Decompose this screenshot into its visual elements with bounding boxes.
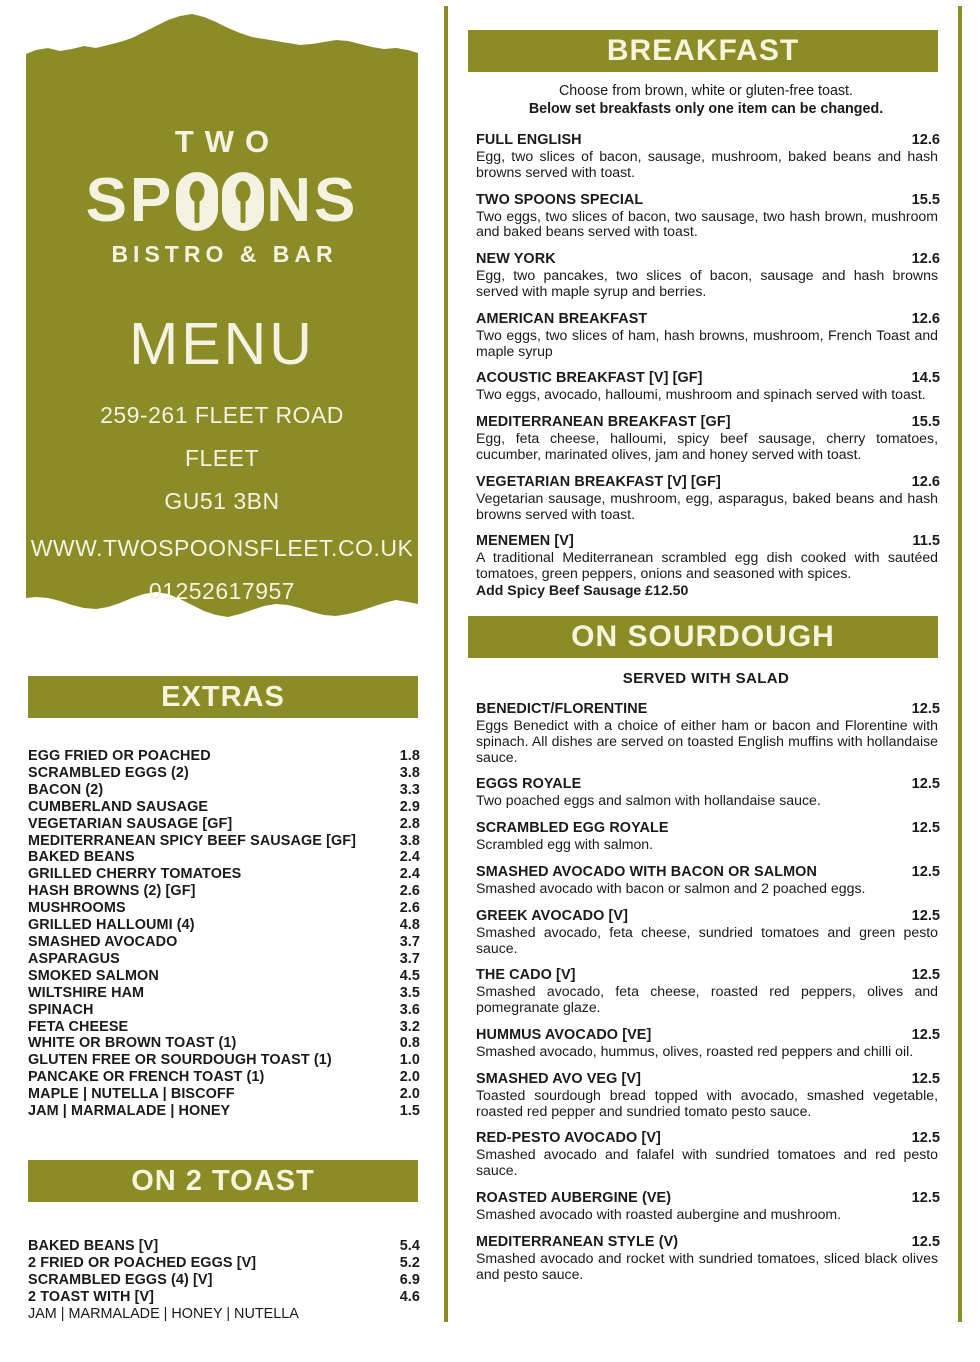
menu-item-header (476, 1234, 940, 1251)
address-line-2: FLEET (184, 445, 260, 471)
item-name: 2 TOAST WITH [V] (28, 1288, 155, 1305)
menu-item (476, 370, 940, 403)
menu-item-description: Egg, feta cheese, halloumi, spicy beef sausage, cherry tomatoes, cucumber, marinated olives, jam and honey served with toast. (476, 430, 938, 462)
menu-item (476, 1190, 940, 1223)
menu-item-header (476, 414, 940, 431)
price-row (28, 799, 420, 816)
website-url[interactable]: WWW.TWOSPOONSFLEET.CO.UK (30, 535, 414, 561)
menu-item (476, 414, 940, 463)
column-divider-left (444, 6, 448, 1322)
price-row (28, 1086, 420, 1103)
menu-item-header (476, 533, 940, 550)
menu-item-header (476, 820, 940, 837)
item-name: MAPLE | NUTELLA | BISCOFF (28, 1086, 235, 1103)
menu-item-header (476, 864, 940, 881)
menu-item-header (476, 908, 940, 925)
menu-item-name: SCRAMBLED EGG ROYALE (476, 820, 669, 837)
spoon-icon-2 (222, 172, 264, 231)
item-name: SCRAMBLED EGGS (4) [V] (28, 1271, 213, 1288)
menu-item-addon: Add Spicy Beef Sausage £12.50 (476, 581, 689, 598)
menu-item-price: 14.5 (911, 370, 940, 387)
brand-tagline: BISTRO & BAR (111, 241, 338, 267)
menu-item-price: 12.5 (911, 700, 940, 717)
item-name: ASPARAGUS (28, 950, 120, 967)
menu-item-description: Smashed avocado with roasted aubergine and mushroom. (476, 1205, 842, 1222)
menu-item (476, 776, 940, 809)
menu-item-header (476, 1190, 940, 1207)
right-column (462, 0, 950, 1362)
menu-item-description: Two eggs, two slices of ham, hash browns, mushroom, French Toast and maple syrup (476, 326, 938, 359)
item-price: 3.7 (399, 950, 420, 967)
menu-item-description: Toasted sourdough bread topped with avocado, smashed vegetable, roasted red pepper and sundried tomato pesto sauce. (476, 1086, 938, 1119)
menu-item-header (476, 701, 940, 718)
price-row (28, 1272, 420, 1289)
menu-item-name: MEDITERRANEAN BREAKFAST [GF] (476, 414, 731, 431)
price-row (28, 782, 420, 799)
menu-item (476, 908, 940, 957)
menu-item-price: 12.5 (911, 1233, 940, 1250)
price-row (28, 765, 420, 782)
menu-item (476, 192, 940, 241)
menu-item-price: 11.5 (912, 533, 940, 550)
item-price: 5.4 (399, 1238, 420, 1254)
menu-item-description: Smashed avocado, feta cheese, sundried tomatoes and green pesto sauce. (476, 923, 938, 956)
brand-word-spoons (26, 166, 418, 236)
menu-item-name: ACOUSTIC BREAKFAST [V] [GF] (476, 370, 703, 387)
menu-item-header (476, 192, 940, 209)
menu-item-price: 12.5 (911, 1189, 940, 1206)
extras-list (28, 748, 420, 1120)
menu-item-price: 12.5 (911, 1026, 940, 1043)
menu-item-name: HUMMUS AVOCADO [VE] (476, 1026, 652, 1043)
menu-item-description: Smashed avocado and falafel with sundried tomatoes and red pesto sauce. (476, 1146, 938, 1179)
menu-item-description: Scrambled egg with salmon. (476, 836, 654, 853)
menu-item (476, 864, 940, 897)
item-price: 2.9 (399, 798, 420, 815)
menu-item-price: 12.5 (911, 820, 940, 837)
menu-item (476, 1234, 940, 1283)
menu-item-price: 12.5 (911, 967, 940, 984)
menu-item (476, 820, 940, 853)
item-price: 0.8 (399, 1035, 420, 1052)
item-price: 3.2 (399, 1018, 420, 1035)
item-name: MEDITERRANEAN SPICY BEEF SAUSAGE [GF] (28, 832, 357, 849)
menu-item-description: Smashed avocado and rocket with sundried tomatoes, sliced black olives and pesto sauce. (476, 1249, 938, 1282)
item-name: MUSHROOMS (28, 900, 126, 917)
item-name: SCRAMBLED EGGS (2) (28, 764, 189, 781)
price-row (28, 917, 420, 934)
item-name: SMOKED SALMON (28, 967, 159, 984)
item-name: GRILLED HALLOUMI (4) (28, 917, 195, 934)
menu-item-name: FULL ENGLISH (476, 132, 582, 148)
item-price: 2.6 (399, 900, 420, 917)
item-name: BACON (2) (28, 781, 104, 798)
menu-item-price: 12.6 (911, 132, 940, 148)
left-column (0, 0, 440, 1362)
price-row (28, 1069, 420, 1086)
address-postcode: GU51 3BN (164, 488, 280, 514)
on-2-toast-list (28, 1238, 420, 1323)
item-price: 1.5 (399, 1103, 420, 1120)
breakfast-intro (462, 83, 950, 118)
menu-item-description: Smashed avocado, hummus, olives, roasted red peppers and chilli oil. (476, 1042, 914, 1059)
menu-item-name: SMASHED AVO VEG [V] (476, 1070, 642, 1087)
item-price: 3.5 (399, 984, 420, 1001)
item-price: 2.0 (399, 1086, 420, 1103)
price-row (28, 934, 420, 951)
item-price: 4.8 (399, 917, 420, 934)
price-row (28, 816, 420, 833)
item-price: 3.6 (399, 1001, 420, 1018)
breakfast-intro-line-2: Below set breakfasts only one item can be changed. (528, 100, 884, 117)
price-row (28, 968, 420, 985)
item-name: HASH BROWNS (2) [GF] (28, 883, 196, 900)
menu-item (476, 132, 940, 181)
price-row (28, 1002, 420, 1019)
spoons-suffix: NS (266, 166, 359, 236)
menu-item-header (476, 251, 940, 268)
price-row (28, 1255, 420, 1272)
menu-item-price: 12.6 (911, 310, 940, 327)
menu-item-description: A traditional Mediterranean scrambled egg dish cooked with sautéed tomatoes, green peppers, onions and seasoned with spices. (476, 549, 938, 582)
menu-item (476, 1027, 940, 1060)
item-name: EGG FRIED OR POACHED (28, 748, 211, 764)
menu-item-name: SMASHED AVOCADO WITH BACON OR SALMON (476, 863, 817, 880)
sourdough-subtitle: SERVED WITH SALAD (622, 669, 790, 687)
price-row (28, 1019, 420, 1036)
address-line-1: 259-261 FLEET ROAD (100, 402, 344, 428)
item-price: 2.6 (399, 883, 420, 900)
price-row (28, 1035, 420, 1052)
item-price: 6.9 (399, 1271, 420, 1288)
menu-item-name: ROASTED AUBERGINE (VE) (476, 1189, 672, 1206)
menu-item-name: AMERICAN BREAKFAST (476, 310, 648, 327)
menu-item-price: 12.5 (911, 863, 940, 880)
logo-text-group (26, 8, 418, 605)
price-row (28, 1238, 420, 1255)
menu-item-price: 12.5 (911, 907, 940, 924)
item-name: PANCAKE OR FRENCH TOAST (1) (28, 1069, 265, 1086)
menu-item-header (476, 776, 940, 793)
menu-item (476, 1071, 940, 1120)
menu-item-description: Egg, two pancakes, two slices of bacon, sausage and hash browns served with maple syrup and berries. (476, 267, 938, 299)
section-header-breakfast: BREAKFAST (468, 30, 938, 72)
menu-item (476, 1130, 940, 1179)
menu-item (476, 967, 940, 1016)
price-row (28, 883, 420, 900)
menu-item-header (476, 132, 940, 149)
price-row (28, 1103, 420, 1120)
menu-item-header (476, 311, 940, 328)
logo-panel (26, 8, 418, 658)
menu-item-name: MENEMEN [V] (476, 533, 574, 550)
section-header-extras: EXTRAS (28, 676, 418, 718)
menu-item-header (476, 1071, 940, 1088)
menu-item-name: GREEK AVOCADO [V] (476, 907, 629, 924)
menu-item-description: Eggs Benedict with a choice of either ham or bacon and Florentine with spinach. All dishes are served on toasted English muffins with hollandaise sauce. (476, 716, 938, 765)
item-name: SPINACH (28, 1001, 94, 1018)
menu-item (476, 533, 940, 598)
menu-item-price: 15.5 (911, 191, 940, 208)
section-header-on-2-toast: ON 2 TOAST (28, 1160, 418, 1202)
item-price: 4.5 (399, 967, 420, 984)
menu-item-price: 15.5 (911, 414, 940, 431)
menu-item-description: Smashed avocado with bacon or salmon and 2 poached eggs. (476, 879, 866, 896)
menu-item-price: 12.6 (911, 251, 940, 268)
price-row (28, 1052, 420, 1069)
item-name: BAKED BEANS (28, 849, 135, 866)
item-name: CUMBERLAND SAUSAGE (28, 798, 209, 815)
item-price: 4.6 (399, 1288, 420, 1305)
menu-item (476, 311, 940, 360)
menu-item-name: TWO SPOONS SPECIAL (476, 191, 644, 208)
item-name: GRILLED CHERRY TOMATOES (28, 866, 242, 883)
column-divider-right (958, 6, 962, 1322)
item-price: 1.8 (399, 748, 420, 764)
item-name: JAM | MARMALADE | HONEY (28, 1103, 231, 1120)
menu-item-header (476, 474, 940, 491)
phone-number[interactable]: 01252617957 (148, 578, 296, 604)
breakfast-dish-list (462, 132, 950, 598)
menu-item-description: Egg, two slices of bacon, sausage, mushroom, baked beans and hash browns served with toast. (476, 148, 938, 180)
item-name: SMASHED AVOCADO (28, 933, 178, 950)
item-price: 2.4 (399, 866, 420, 883)
price-row (28, 748, 420, 765)
item-price: 5.2 (399, 1254, 420, 1271)
item-price: 3.3 (399, 781, 420, 798)
menu-item-name: THE CADO [V] (476, 967, 576, 984)
item-price: 3.7 (399, 933, 420, 950)
item-price: 3.8 (399, 832, 420, 849)
item-name: VEGETARIAN SAUSAGE [GF] (28, 815, 233, 832)
breakfast-intro-line-1: Choose from brown, white or gluten-free toast. (558, 83, 854, 99)
menu-item-header (476, 1027, 940, 1044)
item-price: 3.8 (399, 764, 420, 781)
menu-item-price: 12.5 (911, 1070, 940, 1087)
brand-word-two: TWO (174, 124, 281, 159)
item-price: 2.8 (399, 815, 420, 832)
menu-item-name: EGGS ROYALE (476, 776, 582, 793)
menu-item-description: Vegetarian sausage, mushroom, egg, asparagus, baked beans and hash browns served with toast. (476, 489, 938, 522)
menu-item-name: NEW YORK (476, 251, 556, 268)
menu-item-description: Two poached eggs and salmon with hollandaise sauce. (476, 792, 821, 809)
item-name: WHITE OR BROWN TOAST (1) (28, 1035, 237, 1052)
price-row (28, 900, 420, 917)
section-header-on-sourdough: ON SOURDOUGH (468, 616, 938, 658)
menu-item-name: BENEDICT/FLORENTINE (476, 700, 648, 717)
menu-item-name: RED-PESTO AVOCADO [V] (476, 1130, 661, 1147)
item-name: BAKED BEANS [V] (28, 1238, 159, 1254)
item-price: 2.4 (399, 849, 420, 866)
item-name: FETA CHEESE (28, 1018, 129, 1035)
sourdough-dish-list (462, 701, 950, 1282)
price-row (28, 849, 420, 866)
item-name: GLUTEN FREE OR SOURDOUGH TOAST (1) (28, 1052, 332, 1069)
page-title: MENU (129, 311, 315, 377)
menu-item-header (476, 1130, 940, 1147)
price-row (28, 866, 420, 883)
menu-item (476, 474, 940, 523)
menu-item-description: Two eggs, avocado, halloumi, mushroom and spinach served with toast. (476, 386, 926, 403)
menu-item-price: 12.5 (911, 776, 940, 793)
menu-item-price: 12.6 (911, 473, 940, 490)
price-row (28, 985, 420, 1002)
menu-item (476, 251, 940, 300)
spoons-prefix: SP (85, 166, 175, 236)
list-footnote: JAM | MARMALADE | HONEY | NUTELLA (28, 1305, 299, 1322)
menu-item-name: VEGETARIAN BREAKFAST [V] [GF] (476, 473, 721, 490)
price-row (28, 1289, 420, 1306)
menu-item-header (476, 967, 940, 984)
item-price: 1.0 (399, 1052, 420, 1069)
item-name: 2 FRIED OR POACHED EGGS [V] (28, 1254, 257, 1271)
menu-item-name: MEDITERRANEAN STYLE (V) (476, 1233, 679, 1250)
menu-item-header (476, 370, 940, 387)
spoon-icon-1 (176, 172, 218, 231)
item-name: WILTSHIRE HAM (28, 984, 145, 1001)
price-row (28, 833, 420, 850)
menu-item-description: Smashed avocado, feta cheese, roasted red peppers, olives and pomegranate glaze. (476, 983, 938, 1016)
menu-item-price: 12.5 (911, 1130, 940, 1147)
menu-item (476, 701, 940, 765)
menu-item-description: Two eggs, two slices of bacon, two sausage, two hash brown, mushroom and baked beans served with toast. (476, 207, 938, 240)
item-price: 2.0 (399, 1069, 420, 1086)
price-row (28, 951, 420, 968)
